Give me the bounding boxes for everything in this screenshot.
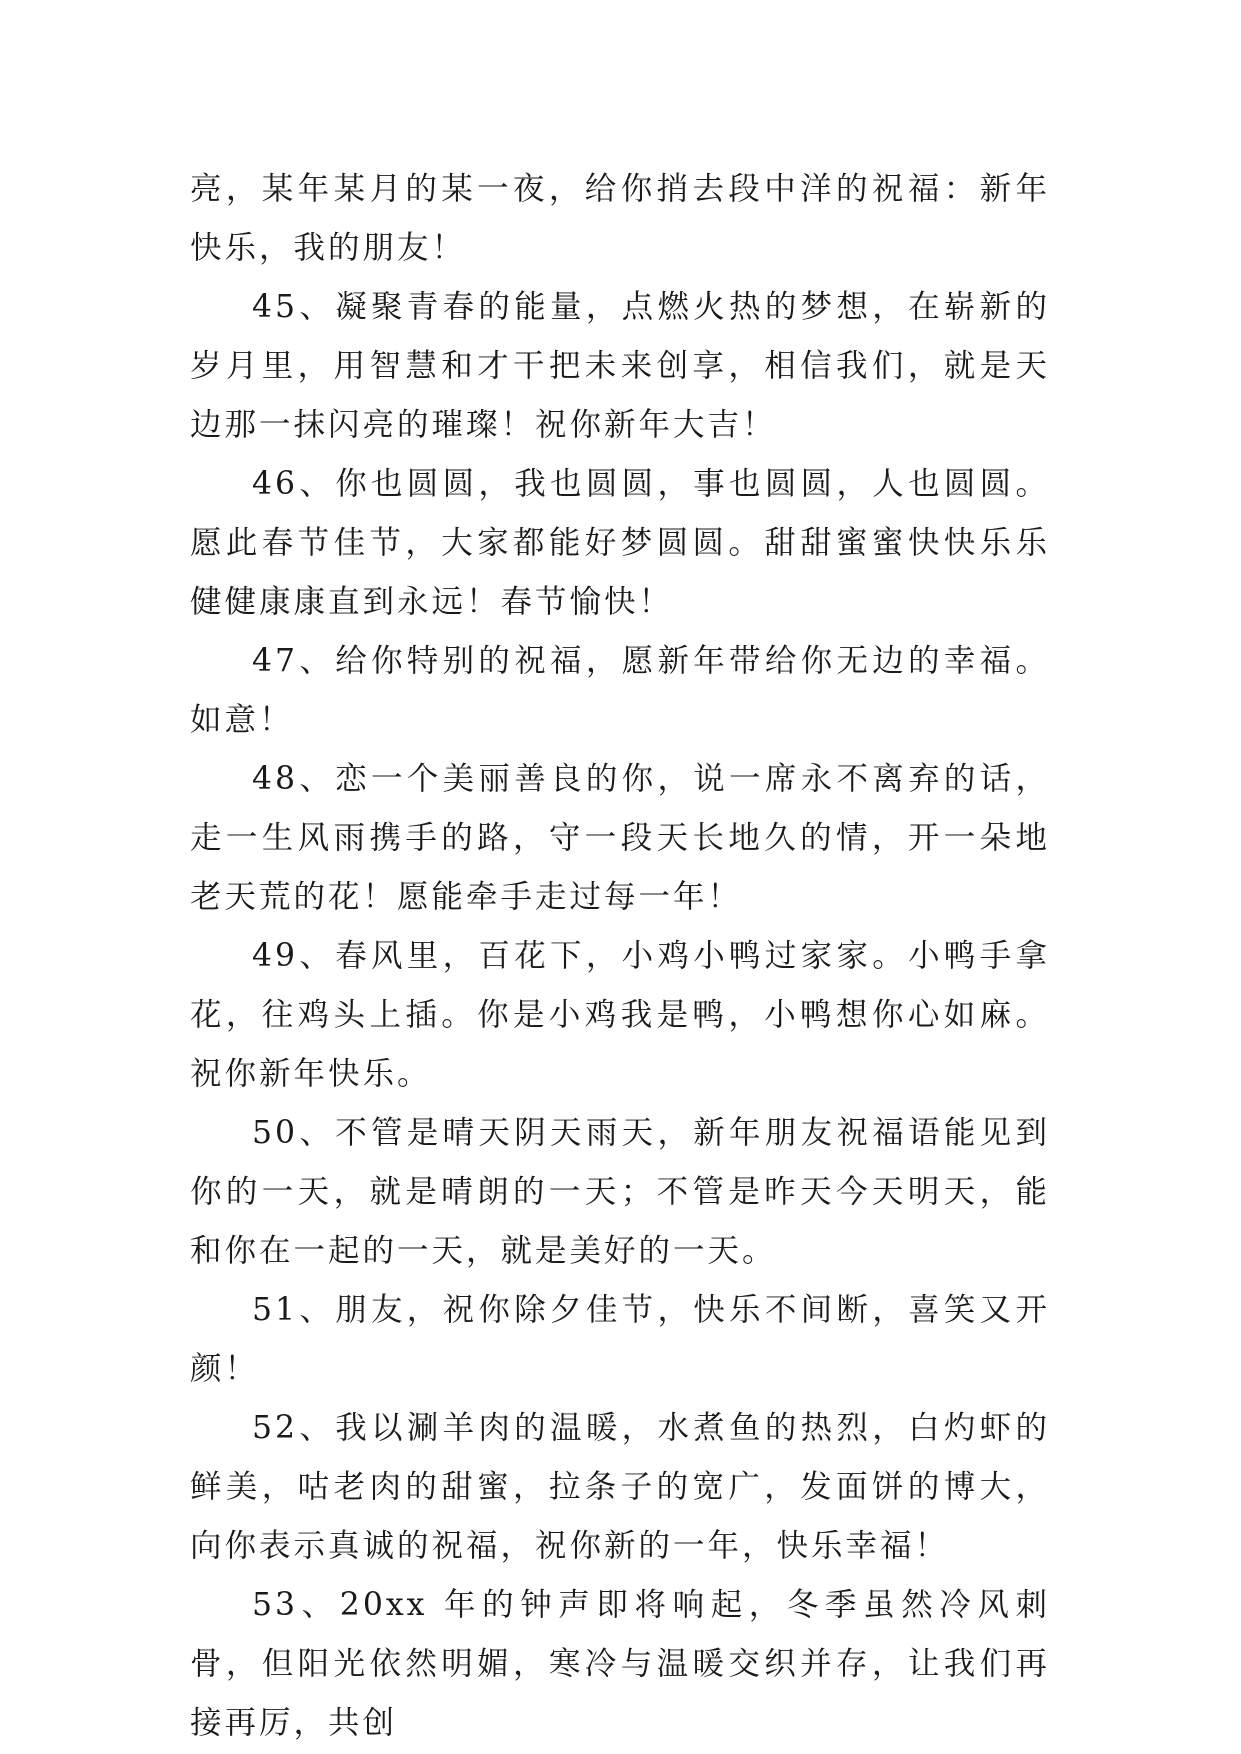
paragraph-50: 50、不管是晴天阴天雨天，新年朋友祝福语能见到你的一天，就是晴朗的一天；不管是昨天今天明天，能和你在一起的一天，就是美好的一天。 — [190, 1115, 1050, 1269]
paragraph-44-continued: 亮，某年某月的某一夜，给你捎去段中洋的祝福：新年快乐，我的朋友！ — [190, 171, 1050, 266]
paragraph-53: 53、20xx 年的钟声即将响起，冬季虽然冷风刺骨，但阳光依然明媚，寒冷与温暖交织并存，让我们再接再厉，共创 — [190, 1587, 1050, 1741]
paragraph-51: 51、朋友，祝你除夕佳节，快乐不间断，喜笑又开颜！ — [190, 1292, 1050, 1387]
document-body — [190, 160, 1050, 1753]
paragraph-47: 47、给你特别的祝福，愿新年带给你无边的幸福。如意！ — [190, 643, 1050, 738]
paragraph-46: 46、你也圆圆，我也圆圆，事也圆圆，人也圆圆。愿此春节佳节，大家都能好梦圆圆。甜甜蜜蜜快快乐乐健健康康直到永远！春节愉快！ — [190, 466, 1050, 620]
paragraph-48: 48、恋一个美丽善良的你，说一席永不离弃的话，走一生风雨携手的路，守一段天长地久的情，开一朵地老天荒的花！愿能牵手走过每一年！ — [190, 761, 1050, 915]
paragraph-45: 45、凝聚青春的能量，点燃火热的梦想，在崭新的岁月里，用智慧和才干把未来创享，相信我们，就是天边那一抹闪亮的璀璨！祝你新年大吉！ — [190, 289, 1050, 443]
paragraph-52: 52、我以涮羊肉的温暖，水煮鱼的热烈，白灼虾的鲜美，咕老肉的甜蜜，拉条子的宽广，发面饼的博大，向你表示真诚的祝福，祝你新的一年，快乐幸福！ — [190, 1410, 1050, 1564]
paragraph-49: 49、春风里，百花下，小鸡小鸭过家家。小鸭手拿花，往鸡头上插。你是小鸡我是鸭，小鸭想你心如麻。祝你新年快乐。 — [190, 938, 1050, 1092]
